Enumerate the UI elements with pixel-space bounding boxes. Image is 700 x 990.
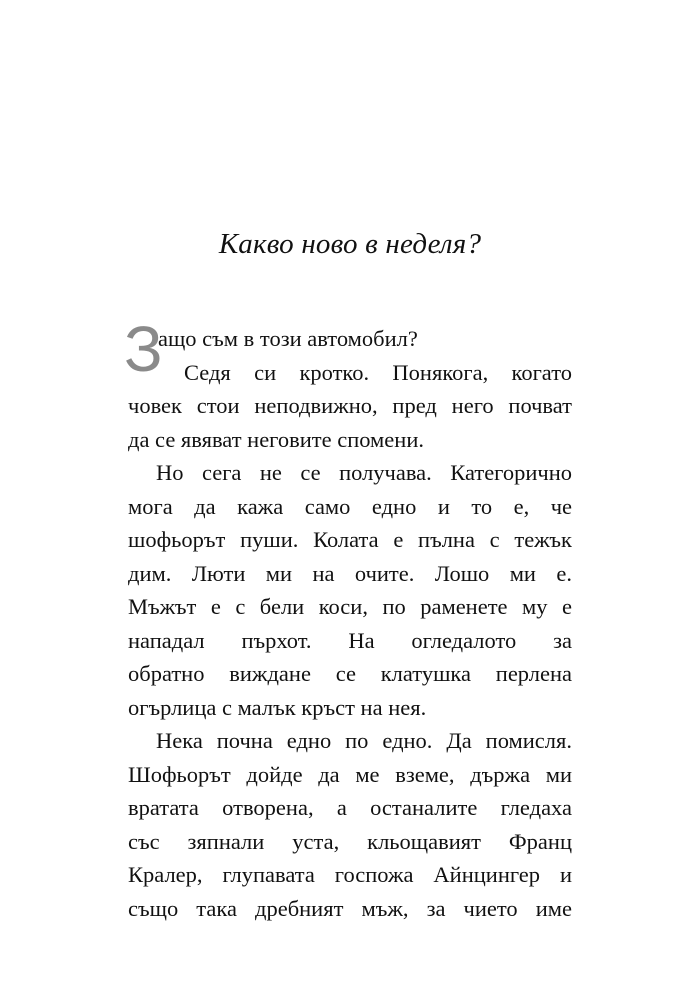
paragraph-3-line-8: огърлица с малък кръст на нея.: [128, 694, 427, 720]
body-text: [124, 313, 572, 925]
paragraph-4-line-3: вратата отворена, а останалите гледаха: [128, 795, 572, 820]
paragraph-3-line-1: Но сега не се получава. Категорично: [156, 460, 572, 485]
paragraph-4-line-2: Шофьорът дойде да ме вземе, държа ми: [128, 761, 572, 787]
paragraph-3-line-7: обратно виждане се клатушка перлена: [128, 661, 572, 686]
paragraph-4-line-5: Кралер, глупавата госпожа Айнцингер и: [128, 862, 572, 887]
paragraph-4-line-6: също така дребният мъж, за чието име: [128, 895, 572, 921]
drop-cap: З: [124, 313, 163, 385]
paragraph-4-line-1: Нека почна едно по едно. Да помисля.: [156, 728, 572, 753]
paragraph-4-line-4: със зяпнали уста, кльощавият Франц: [128, 828, 572, 854]
paragraph-3-line-3: шофьорът пуши. Колата е пълна с тежък: [128, 527, 572, 552]
paragraph-1-text: ащо съм в този автомобил?: [158, 326, 418, 351]
paragraph-3-line-4: дим. Люти ми на очите. Лошо ми е.: [128, 560, 572, 586]
chapter-title: Какво ново в неделя?: [218, 228, 482, 260]
paragraph-3-line-6: нападал пърхот. На огледалото за: [128, 627, 572, 653]
paragraph-2-line-3: да се явяват неговите спомени.: [128, 426, 424, 452]
paragraph-3-line-5: Мъжът е с бели коси, по раменете му е: [128, 594, 572, 619]
paragraph-2-line-1: Седя си кротко. Понякога, когато: [184, 359, 572, 385]
paragraph-2-line-2: човек стои неподвижно, пред него почват: [128, 393, 572, 418]
paragraph-3-line-2: мога да кажа само едно и то е, че: [128, 493, 572, 519]
